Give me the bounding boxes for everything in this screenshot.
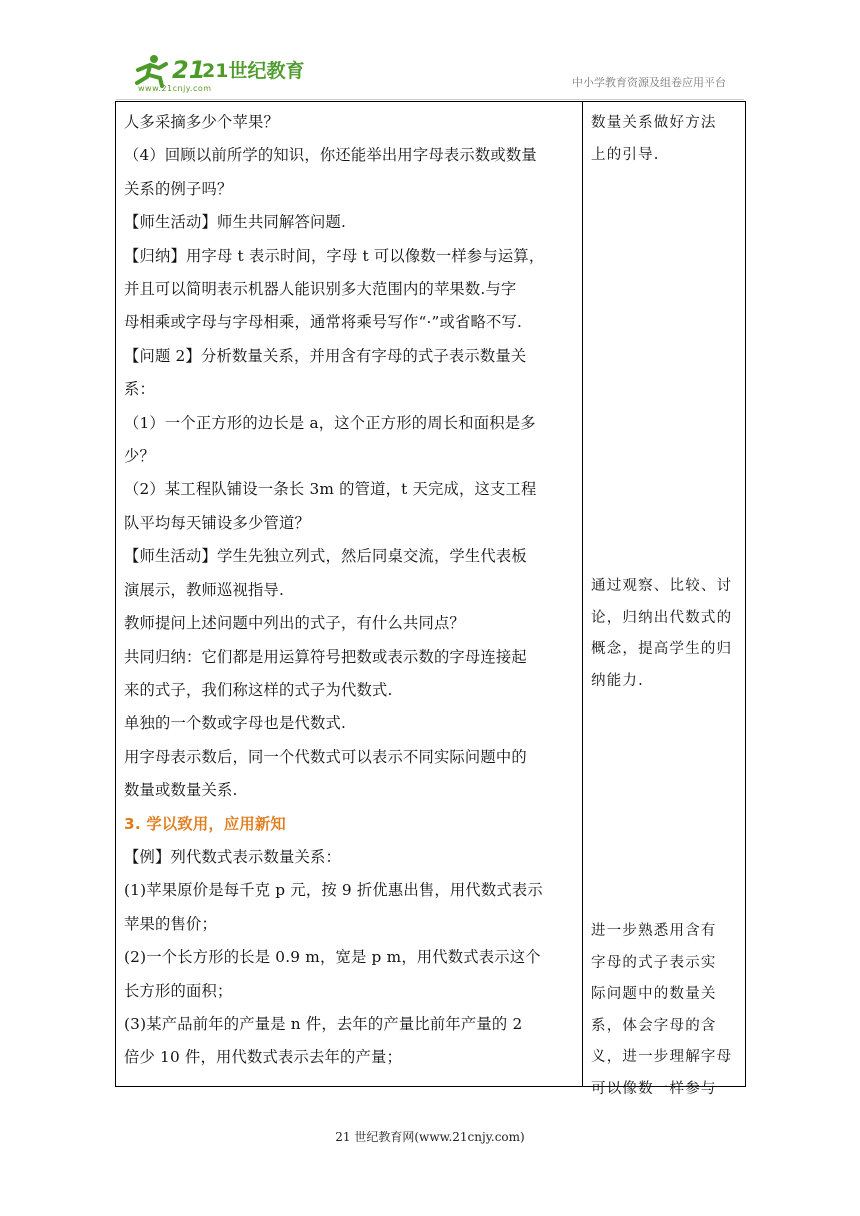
note-line: 字母的式子表示实	[591, 954, 717, 971]
teaching-process-cell	[116, 102, 583, 1087]
design-note-guidance	[591, 108, 739, 171]
note-line: 通过观察、比较、讨	[591, 578, 733, 594]
text-line: 【师生活动】学生先独立列式，然后同桌交流，学生代表板	[124, 547, 527, 566]
text-line: （4）回顾以前所学的知识，你还能举出用字母表示数或数量	[124, 146, 537, 165]
text-line: (1)苹果原价是每千克 p 元，按 9 折优惠出售，用代数式表示	[124, 881, 543, 900]
page-footer: 21 世纪教育网(www.21cnjy.com)	[335, 1130, 525, 1144]
section-heading: 3. 学以致用，应用新知	[124, 814, 286, 833]
note-line: 际问题中的数量关	[591, 986, 717, 1002]
text-line: 关系的例子吗？	[124, 179, 233, 198]
text-line: 【例】列代数式表示数量关系：	[124, 847, 341, 866]
text-line: 系：	[124, 380, 155, 399]
text-line: (3)某产品前年的产量是 n 件，去年的产量比前年产量的 2	[124, 1014, 523, 1033]
text-line: 人多采摘多少个苹果？	[124, 113, 279, 131]
text-line: 母相乘或字母与字母相乘，通常将乘号写作“·”或省略不写.	[124, 313, 523, 332]
text-line: 苹果的售价；	[124, 914, 217, 933]
text-line: 【问题 2】分析数量关系，并用含有字母的式子表示数量关	[124, 346, 527, 365]
note-line: 概念，提高学生的归	[591, 641, 733, 657]
text-line: 用字母表示数后，同一个代数式可以表示不同实际问题中的	[124, 747, 527, 766]
text-line: 演展示，教师巡视指导.	[124, 580, 285, 599]
text-line: 数量或数量关系.	[124, 781, 238, 800]
text-line: 【师生活动】师生共同解答问题.	[124, 213, 347, 232]
note-line: 纳能力.	[591, 672, 644, 689]
note-line: 数量关系做好方法	[591, 115, 717, 131]
note-line: 系，体会字母的含	[591, 1017, 717, 1034]
svg-text:21世纪教育: 21世纪教育	[202, 60, 305, 82]
note-line: 进一步熟悉用含有	[591, 923, 717, 939]
text-line: (2)一个长方形的长是 0.9 m，宽是 p m，用代数式表示这个	[124, 948, 541, 967]
note-line: 上的引导.	[591, 146, 660, 163]
text-line: 队平均每天铺设多少管道？	[124, 513, 310, 532]
text-line: 单独的一个数或字母也是代数式.	[124, 714, 347, 733]
text-line: 教师提问上述问题中列出的式子，有什么共同点？	[124, 614, 465, 633]
text-line: 长方形的面积；	[124, 981, 233, 1000]
text-line: （1）一个正方形的边长是 a，这个正方形的周长和面积是多	[124, 413, 536, 432]
table-row	[116, 102, 746, 1087]
text-line: 并且可以简明表示机器人能识别多大范围内的苹果数.与字	[124, 280, 517, 299]
note-line: 论，归纳出代数式的	[591, 609, 733, 626]
design-intent-cell	[583, 102, 746, 1097]
page-header	[0, 0, 860, 100]
text-line: 少？	[124, 447, 155, 466]
text-line: 【归纳】用字母 t 表示时间，字母 t 可以像数一样参与运算，	[124, 246, 545, 265]
lesson-plan-table	[115, 101, 746, 1097]
text-line: 共同归纳：它们都是用运算符号把数或表示数的字母连接起	[124, 647, 527, 666]
teaching-process-text	[116, 102, 582, 1075]
note-line: 义，进一步理解字母	[591, 1049, 733, 1065]
logo-url-text: www.21cnjy.com	[138, 84, 212, 93]
svg-text:21: 21	[172, 56, 206, 84]
text-line: 来的式子，我们称这样的式子为代数式.	[124, 680, 393, 699]
note-line: 可以像数一样参与	[591, 1080, 717, 1097]
text-line: （2）某工程队铺设一条长 3m 的管道，t 天完成，这支工程	[124, 480, 537, 499]
design-note-concept	[591, 571, 739, 697]
design-note-application	[591, 916, 739, 1105]
header-divider	[116, 99, 744, 100]
text-line: 倍少 10 件，用代数式表示去年的产量；	[124, 1048, 402, 1067]
platform-name: 中小学教育资源及组卷应用平台	[572, 76, 726, 89]
